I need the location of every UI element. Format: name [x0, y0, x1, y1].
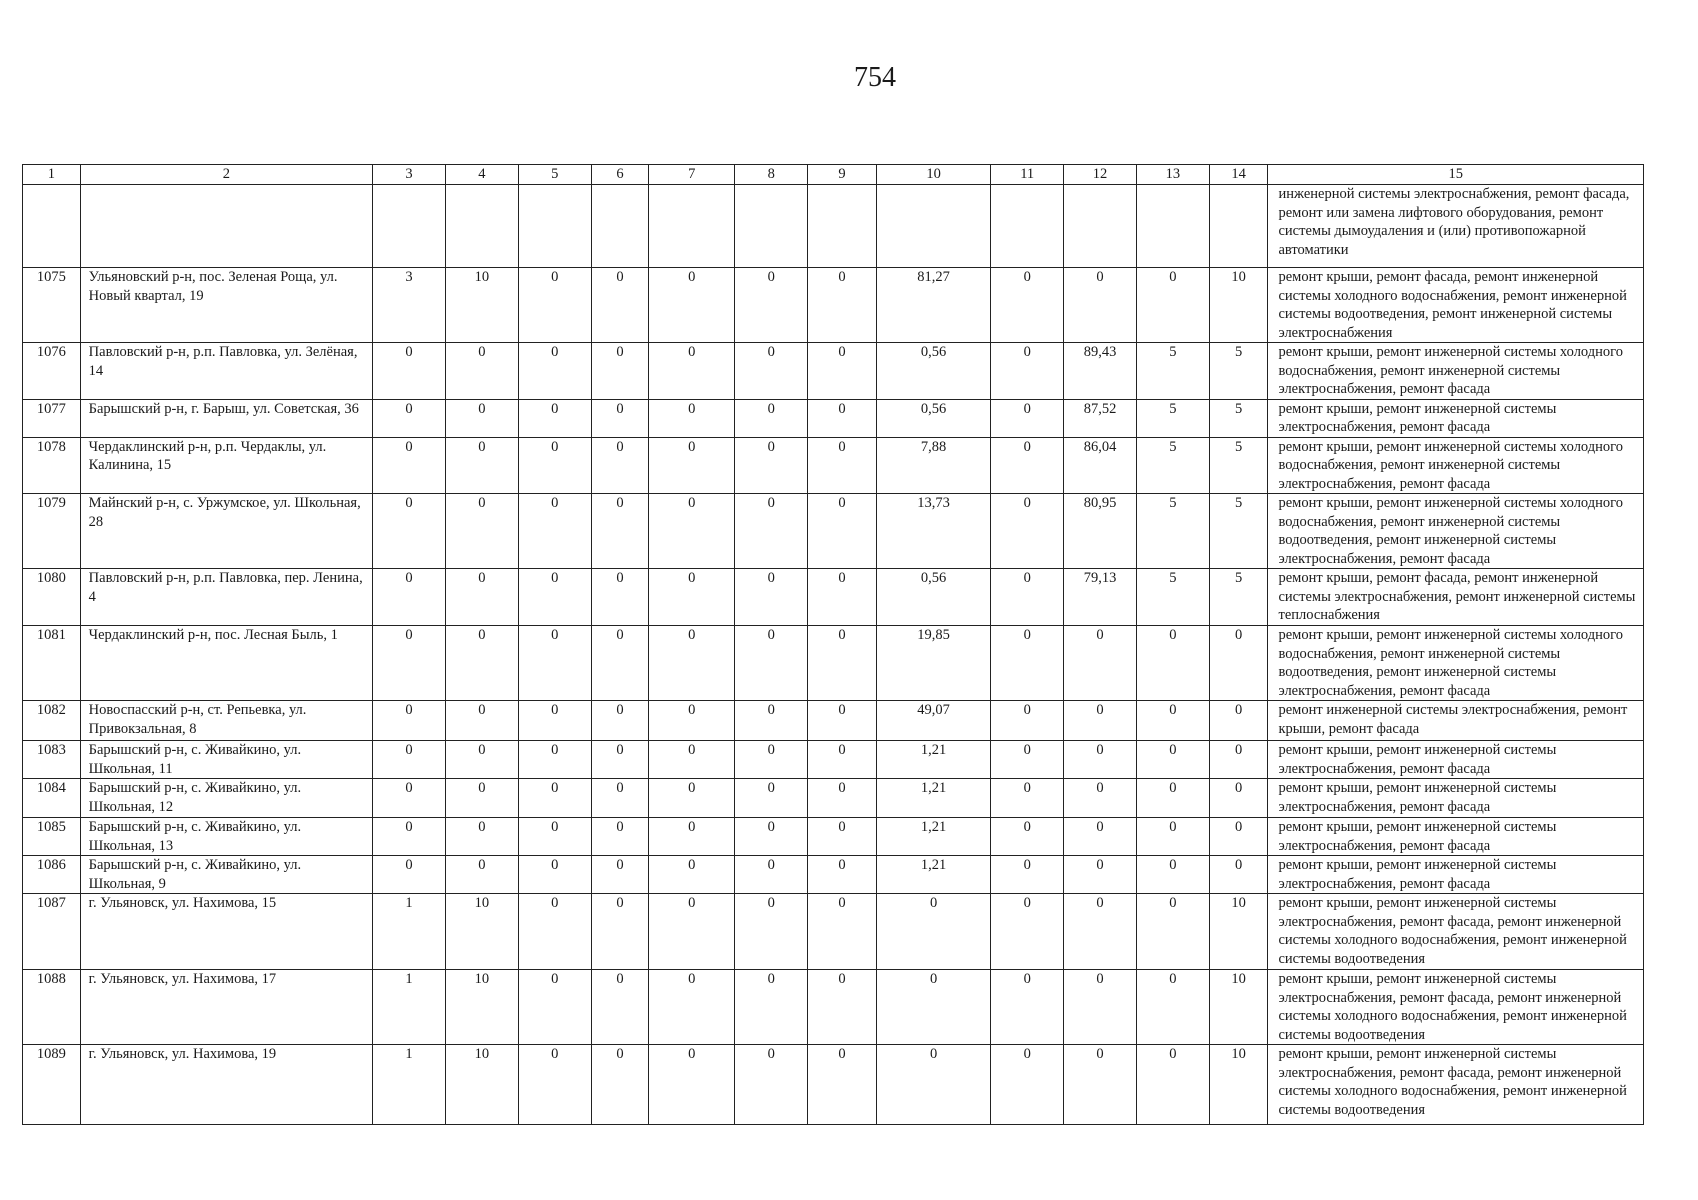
column-header: 3	[373, 165, 446, 185]
table-row	[23, 779, 1644, 818]
cell-col-14: 0	[1209, 856, 1268, 894]
cell-address	[80, 185, 372, 268]
cell-col-8: 0	[735, 856, 808, 894]
cell-col-5: 0	[518, 569, 591, 626]
cell-col-13: 5	[1136, 437, 1209, 494]
cell-col-7: 0	[649, 494, 735, 569]
cell-col-4: 0	[445, 437, 518, 494]
cell-col-5: 0	[518, 626, 591, 701]
cell-col-9: 0	[808, 818, 877, 856]
cell-col-7: 0	[649, 856, 735, 894]
cell-col-13	[1136, 185, 1209, 268]
cell-col-8: 0	[735, 741, 808, 779]
cell-col-10: 1,21	[876, 779, 990, 818]
table-row	[23, 268, 1644, 343]
cell-col-5: 0	[518, 399, 591, 437]
cell-work-types: ремонт крыши, ремонт инженерной системы холодного водоснабжения, ремонт инженерной системы электроснабжения, ремонт фасада	[1268, 343, 1644, 400]
cell-col-13: 0	[1136, 970, 1209, 1045]
cell-col-4: 0	[445, 741, 518, 779]
page-number: 754	[854, 62, 896, 93]
cell-col-9: 0	[808, 741, 877, 779]
table-row	[23, 437, 1644, 494]
cell-col-14: 5	[1209, 494, 1268, 569]
cell-col-5: 0	[518, 701, 591, 741]
cell-address: г. Ульяновск, ул. Нахимова, 17	[80, 970, 372, 1045]
cell-col-4: 0	[445, 399, 518, 437]
cell-col-7: 0	[649, 894, 735, 970]
cell-col-5: 0	[518, 343, 591, 400]
cell-col-5: 0	[518, 1045, 591, 1125]
cell-row-number: 1089	[23, 1045, 81, 1125]
cell-work-types: ремонт крыши, ремонт инженерной системы электроснабжения, ремонт фасада	[1268, 741, 1644, 779]
cell-col-4: 0	[445, 569, 518, 626]
cell-col-10: 0	[876, 970, 990, 1045]
column-header: 1	[23, 165, 81, 185]
cell-col-5: 0	[518, 970, 591, 1045]
cell-row-number	[23, 185, 81, 268]
cell-work-types: ремонт крыши, ремонт инженерной системы холодного водоснабжения, ремонт инженерной системы электроснабжения, ремонт фасада	[1268, 437, 1644, 494]
cell-col-12: 0	[1064, 818, 1137, 856]
cell-col-8: 0	[735, 626, 808, 701]
table-row	[23, 494, 1644, 569]
cell-col-4: 10	[445, 268, 518, 343]
cell-col-10: 1,21	[876, 818, 990, 856]
cell-col-5: 0	[518, 818, 591, 856]
cell-col-12: 0	[1064, 741, 1137, 779]
cell-col-6	[591, 185, 649, 268]
cell-row-number: 1076	[23, 343, 81, 400]
cell-col-5: 0	[518, 494, 591, 569]
cell-col-14: 5	[1209, 343, 1268, 400]
column-header: 9	[808, 165, 877, 185]
cell-col-8: 0	[735, 970, 808, 1045]
cell-address: г. Ульяновск, ул. Нахимова, 15	[80, 894, 372, 970]
cell-row-number: 1081	[23, 626, 81, 701]
cell-col-7: 0	[649, 569, 735, 626]
cell-col-11: 0	[991, 494, 1064, 569]
cell-address: Майнский р-н, с. Уржумское, ул. Школьная, 28	[80, 494, 372, 569]
cell-col-14	[1209, 185, 1268, 268]
column-header: 15	[1268, 165, 1644, 185]
cell-col-6: 0	[591, 569, 649, 626]
cell-col-10: 81,27	[876, 268, 990, 343]
cell-col-6: 0	[591, 626, 649, 701]
cell-col-4: 0	[445, 343, 518, 400]
cell-col-14: 5	[1209, 399, 1268, 437]
cell-col-3: 0	[373, 569, 446, 626]
cell-col-12: 0	[1064, 894, 1137, 970]
cell-col-5: 0	[518, 268, 591, 343]
cell-col-14: 10	[1209, 970, 1268, 1045]
repair-register-table	[22, 164, 1644, 1125]
cell-col-14: 10	[1209, 268, 1268, 343]
cell-col-5	[518, 185, 591, 268]
column-header: 5	[518, 165, 591, 185]
cell-col-3: 3	[373, 268, 446, 343]
cell-work-types: ремонт крыши, ремонт инженерной системы электроснабжения, ремонт фасада, ремонт инженерной системы холодного водоснабжения, ремонт инженерной системы водоотведения	[1268, 894, 1644, 970]
column-header: 2	[80, 165, 372, 185]
cell-col-13: 5	[1136, 343, 1209, 400]
cell-work-types: ремонт крыши, ремонт инженерной системы электроснабжения, ремонт фасада	[1268, 779, 1644, 818]
cell-col-11: 0	[991, 970, 1064, 1045]
cell-col-7: 0	[649, 1045, 735, 1125]
cell-col-8: 0	[735, 437, 808, 494]
table-row	[23, 626, 1644, 701]
cell-col-5: 0	[518, 741, 591, 779]
table-row	[23, 343, 1644, 400]
cell-col-11: 0	[991, 741, 1064, 779]
table-row	[23, 970, 1644, 1045]
cell-row-number: 1082	[23, 701, 81, 741]
cell-col-3: 0	[373, 399, 446, 437]
cell-work-types: ремонт крыши, ремонт инженерной системы холодного водоснабжения, ремонт инженерной системы водоотведения, ремонт инженерной системы электроснабжения, ремонт фасада	[1268, 494, 1644, 569]
cell-col-13: 0	[1136, 268, 1209, 343]
cell-col-13: 5	[1136, 399, 1209, 437]
cell-col-6: 0	[591, 741, 649, 779]
cell-row-number: 1084	[23, 779, 81, 818]
cell-col-13: 0	[1136, 626, 1209, 701]
cell-col-12: 87,52	[1064, 399, 1137, 437]
cell-col-3: 0	[373, 626, 446, 701]
cell-col-6: 0	[591, 779, 649, 818]
cell-col-7: 0	[649, 268, 735, 343]
cell-col-6: 0	[591, 1045, 649, 1125]
cell-col-10: 7,88	[876, 437, 990, 494]
cell-col-4: 0	[445, 856, 518, 894]
cell-address: Барышский р-н, г. Барыш, ул. Советская, 36	[80, 399, 372, 437]
cell-col-10: 1,21	[876, 741, 990, 779]
cell-col-10	[876, 185, 990, 268]
cell-col-6: 0	[591, 494, 649, 569]
cell-col-8: 0	[735, 343, 808, 400]
cell-col-7: 0	[649, 970, 735, 1045]
cell-row-number: 1077	[23, 399, 81, 437]
cell-col-12: 0	[1064, 268, 1137, 343]
cell-work-types: ремонт крыши, ремонт фасада, ремонт инженерной системы электроснабжения, ремонт инженерной системы теплоснабжения	[1268, 569, 1644, 626]
cell-col-14: 10	[1209, 1045, 1268, 1125]
table-row	[23, 701, 1644, 741]
cell-col-13: 0	[1136, 1045, 1209, 1125]
cell-col-7: 0	[649, 741, 735, 779]
table-row	[23, 818, 1644, 856]
cell-col-3: 0	[373, 494, 446, 569]
cell-address: Барышский р-н, с. Живайкино, ул. Школьная, 12	[80, 779, 372, 818]
cell-col-4: 0	[445, 779, 518, 818]
cell-col-6: 0	[591, 894, 649, 970]
cell-col-11: 0	[991, 626, 1064, 701]
column-header: 7	[649, 165, 735, 185]
cell-address: Чердаклинский р-н, р.п. Чердаклы, ул. Калинина, 15	[80, 437, 372, 494]
cell-address: Павловский р-н, р.п. Павловка, пер. Ленина, 4	[80, 569, 372, 626]
cell-col-12: 0	[1064, 779, 1137, 818]
cell-col-9: 0	[808, 701, 877, 741]
cell-col-6: 0	[591, 701, 649, 741]
cell-col-13: 5	[1136, 494, 1209, 569]
cell-work-types: ремонт крыши, ремонт инженерной системы электроснабжения, ремонт фасада	[1268, 856, 1644, 894]
cell-col-12: 0	[1064, 626, 1137, 701]
cell-col-7: 0	[649, 399, 735, 437]
cell-col-8: 0	[735, 268, 808, 343]
cell-address: Чердаклинский р-н, пос. Лесная Быль, 1	[80, 626, 372, 701]
cell-col-12: 0	[1064, 970, 1137, 1045]
cell-col-14: 0	[1209, 741, 1268, 779]
cell-work-types: ремонт крыши, ремонт инженерной системы электроснабжения, ремонт фасада, ремонт инженерной системы холодного водоснабжения, ремонт инженерной системы водоотведения	[1268, 970, 1644, 1045]
cell-col-14: 0	[1209, 818, 1268, 856]
cell-col-11: 0	[991, 399, 1064, 437]
cell-row-number: 1078	[23, 437, 81, 494]
cell-work-types: ремонт инженерной системы электроснабжения, ремонт крыши, ремонт фасада	[1268, 701, 1644, 741]
table-row	[23, 185, 1644, 268]
column-header: 4	[445, 165, 518, 185]
cell-col-13: 5	[1136, 569, 1209, 626]
column-header: 8	[735, 165, 808, 185]
cell-row-number: 1086	[23, 856, 81, 894]
cell-col-14: 5	[1209, 437, 1268, 494]
cell-row-number: 1088	[23, 970, 81, 1045]
cell-work-types: ремонт крыши, ремонт инженерной системы электроснабжения, ремонт фасада, ремонт инженерной системы холодного водоснабжения, ремонт инженерной системы водоотведения	[1268, 1045, 1644, 1125]
cell-col-10: 0	[876, 1045, 990, 1125]
cell-col-7: 0	[649, 343, 735, 400]
cell-col-11: 0	[991, 894, 1064, 970]
column-header: 6	[591, 165, 649, 185]
cell-col-9: 0	[808, 494, 877, 569]
cell-col-8: 0	[735, 894, 808, 970]
cell-row-number: 1079	[23, 494, 81, 569]
cell-col-8: 0	[735, 494, 808, 569]
cell-col-7: 0	[649, 701, 735, 741]
cell-col-11: 0	[991, 818, 1064, 856]
cell-col-4	[445, 185, 518, 268]
cell-row-number: 1075	[23, 268, 81, 343]
cell-col-8: 0	[735, 1045, 808, 1125]
cell-col-12: 0	[1064, 1045, 1137, 1125]
cell-row-number: 1083	[23, 741, 81, 779]
cell-col-12: 80,95	[1064, 494, 1137, 569]
cell-col-3: 0	[373, 437, 446, 494]
cell-row-number: 1085	[23, 818, 81, 856]
cell-col-10: 13,73	[876, 494, 990, 569]
cell-col-14: 0	[1209, 626, 1268, 701]
cell-address: Барышский р-н, с. Живайкино, ул. Школьная, 11	[80, 741, 372, 779]
cell-col-3: 1	[373, 894, 446, 970]
cell-work-types: ремонт крыши, ремонт инженерной системы электроснабжения, ремонт фасада	[1268, 818, 1644, 856]
cell-col-6: 0	[591, 343, 649, 400]
cell-col-3	[373, 185, 446, 268]
cell-col-13: 0	[1136, 818, 1209, 856]
cell-address: Павловский р-н, р.п. Павловка, ул. Зелёная, 14	[80, 343, 372, 400]
cell-col-13: 0	[1136, 701, 1209, 741]
cell-col-9	[808, 185, 877, 268]
cell-address: Новоспасский р-н, ст. Репьевка, ул. Привокзальная, 8	[80, 701, 372, 741]
cell-col-12	[1064, 185, 1137, 268]
cell-work-types: инженерной системы электроснабжения, ремонт фасада, ремонт или замена лифтового оборудования, ремонт системы дымоудаления и (или) противопожарной автоматики	[1268, 185, 1644, 268]
cell-col-11: 0	[991, 343, 1064, 400]
cell-col-11: 0	[991, 437, 1064, 494]
table-row	[23, 569, 1644, 626]
cell-col-5: 0	[518, 437, 591, 494]
cell-work-types: ремонт крыши, ремонт фасада, ремонт инженерной системы холодного водоснабжения, ремонт инженерной системы водоотведения, ремонт инженерной системы электроснабжения	[1268, 268, 1644, 343]
cell-col-14: 10	[1209, 894, 1268, 970]
cell-work-types: ремонт крыши, ремонт инженерной системы электроснабжения, ремонт фасада	[1268, 399, 1644, 437]
cell-col-12: 89,43	[1064, 343, 1137, 400]
column-header: 10	[876, 165, 990, 185]
cell-col-11: 0	[991, 1045, 1064, 1125]
cell-col-9: 0	[808, 779, 877, 818]
cell-address: Барышский р-н, с. Живайкино, ул. Школьная, 9	[80, 856, 372, 894]
table-row	[23, 1045, 1644, 1125]
cell-col-6: 0	[591, 970, 649, 1045]
column-header: 13	[1136, 165, 1209, 185]
cell-col-7: 0	[649, 626, 735, 701]
table-row	[23, 399, 1644, 437]
cell-col-6: 0	[591, 437, 649, 494]
cell-col-4: 0	[445, 701, 518, 741]
cell-col-10: 0	[876, 894, 990, 970]
cell-col-12: 0	[1064, 701, 1137, 741]
cell-col-9: 0	[808, 970, 877, 1045]
cell-col-8: 0	[735, 701, 808, 741]
cell-col-13: 0	[1136, 779, 1209, 818]
cell-col-4: 0	[445, 626, 518, 701]
cell-col-7: 0	[649, 779, 735, 818]
cell-col-10: 1,21	[876, 856, 990, 894]
cell-col-12: 86,04	[1064, 437, 1137, 494]
column-header: 12	[1064, 165, 1137, 185]
cell-col-7: 0	[649, 437, 735, 494]
column-number-row	[23, 165, 1644, 185]
cell-col-12: 0	[1064, 856, 1137, 894]
cell-row-number: 1087	[23, 894, 81, 970]
cell-col-10: 19,85	[876, 626, 990, 701]
cell-col-3: 1	[373, 970, 446, 1045]
cell-col-9: 0	[808, 437, 877, 494]
cell-col-4: 10	[445, 894, 518, 970]
cell-col-8: 0	[735, 779, 808, 818]
cell-col-11: 0	[991, 569, 1064, 626]
cell-col-3: 0	[373, 818, 446, 856]
cell-col-13: 0	[1136, 856, 1209, 894]
cell-col-14: 0	[1209, 779, 1268, 818]
cell-col-6: 0	[591, 268, 649, 343]
cell-col-14: 5	[1209, 569, 1268, 626]
cell-col-9: 0	[808, 343, 877, 400]
cell-address: Ульяновский р-н, пос. Зеленая Роща, ул. Новый квартал, 19	[80, 268, 372, 343]
cell-col-4: 10	[445, 970, 518, 1045]
cell-col-3: 0	[373, 779, 446, 818]
column-header: 14	[1209, 165, 1268, 185]
cell-col-3: 0	[373, 701, 446, 741]
cell-col-9: 0	[808, 1045, 877, 1125]
cell-col-14: 0	[1209, 701, 1268, 741]
table-row	[23, 894, 1644, 970]
cell-col-3: 0	[373, 741, 446, 779]
cell-col-11	[991, 185, 1064, 268]
cell-col-8: 0	[735, 399, 808, 437]
cell-row-number: 1080	[23, 569, 81, 626]
cell-col-4: 0	[445, 494, 518, 569]
cell-col-3: 0	[373, 856, 446, 894]
table-row	[23, 741, 1644, 779]
table-body	[23, 185, 1644, 1125]
cell-col-4: 0	[445, 818, 518, 856]
cell-col-10: 0,56	[876, 569, 990, 626]
cell-col-9: 0	[808, 268, 877, 343]
cell-col-7	[649, 185, 735, 268]
cell-col-10: 0,56	[876, 343, 990, 400]
cell-address: Барышский р-н, с. Живайкино, ул. Школьная, 13	[80, 818, 372, 856]
cell-col-9: 0	[808, 569, 877, 626]
cell-col-3: 0	[373, 343, 446, 400]
cell-col-6: 0	[591, 399, 649, 437]
cell-col-3: 1	[373, 1045, 446, 1125]
cell-col-7: 0	[649, 818, 735, 856]
cell-col-10: 49,07	[876, 701, 990, 741]
cell-col-9: 0	[808, 399, 877, 437]
cell-col-8: 0	[735, 818, 808, 856]
cell-col-8	[735, 185, 808, 268]
cell-col-6: 0	[591, 818, 649, 856]
cell-col-5: 0	[518, 894, 591, 970]
cell-col-5: 0	[518, 856, 591, 894]
cell-address: г. Ульяновск, ул. Нахимова, 19	[80, 1045, 372, 1125]
cell-col-4: 10	[445, 1045, 518, 1125]
cell-col-12: 79,13	[1064, 569, 1137, 626]
cell-col-13: 0	[1136, 894, 1209, 970]
table-row	[23, 856, 1644, 894]
cell-col-9: 0	[808, 894, 877, 970]
cell-col-10: 0,56	[876, 399, 990, 437]
cell-col-13: 0	[1136, 741, 1209, 779]
cell-col-11: 0	[991, 268, 1064, 343]
column-header: 11	[991, 165, 1064, 185]
cell-col-8: 0	[735, 569, 808, 626]
cell-col-6: 0	[591, 856, 649, 894]
cell-col-9: 0	[808, 626, 877, 701]
cell-col-11: 0	[991, 701, 1064, 741]
cell-work-types: ремонт крыши, ремонт инженерной системы холодного водоснабжения, ремонт инженерной системы водоотведения, ремонт инженерной системы электроснабжения, ремонт фасада	[1268, 626, 1644, 701]
cell-col-11: 0	[991, 779, 1064, 818]
cell-col-5: 0	[518, 779, 591, 818]
cell-col-9: 0	[808, 856, 877, 894]
cell-col-11: 0	[991, 856, 1064, 894]
